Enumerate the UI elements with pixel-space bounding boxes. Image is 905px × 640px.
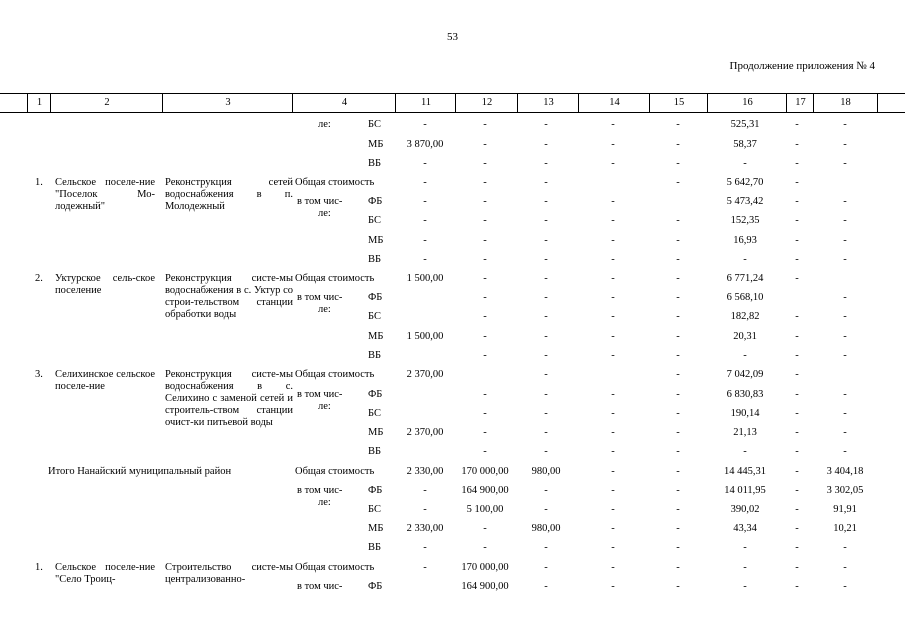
cell-14: - xyxy=(611,273,615,284)
cell-15: - xyxy=(676,542,680,553)
cell-13: - xyxy=(544,177,548,188)
cell-16: 58,37 xyxy=(733,139,757,150)
including-label: ле: xyxy=(318,401,331,412)
settlement-name: Сельское поселе-ние "Поселок Мо-лодежный" xyxy=(55,177,155,212)
cell-12: 170 000,00 xyxy=(461,562,509,573)
cell-13: - xyxy=(544,139,548,150)
cell-13: - xyxy=(544,446,548,457)
cell-17: - xyxy=(795,427,799,438)
cell-13: - xyxy=(544,350,548,361)
header-col-18: 18 xyxy=(813,94,878,112)
funding-source: ФБ xyxy=(368,196,383,207)
cell-17: - xyxy=(795,408,799,419)
cell-12: - xyxy=(483,350,487,361)
cell-11: 2 330,00 xyxy=(406,466,444,477)
cell-14: - xyxy=(611,523,615,534)
cell-15: - xyxy=(676,311,680,322)
cell-18: - xyxy=(843,562,847,573)
cell-14: - xyxy=(611,581,615,592)
cell-16: 6 568,10 xyxy=(726,292,764,303)
project-description: Реконструкция сетей водоснабжения в п. Молодежный xyxy=(165,177,293,212)
cell-14: - xyxy=(611,542,615,553)
cell-18: - xyxy=(843,446,847,457)
cost-label: Общая стоимость xyxy=(295,369,375,380)
cell-13: - xyxy=(544,389,548,400)
cell-16: - xyxy=(743,581,747,592)
cell-11: - xyxy=(423,562,427,573)
cell-12: 164 900,00 xyxy=(461,581,509,592)
including-label: в том чис- xyxy=(297,389,343,400)
cell-11: 2 370,00 xyxy=(406,427,444,438)
cell-14: - xyxy=(611,311,615,322)
cell-12: - xyxy=(483,177,487,188)
including-label: в том чис- xyxy=(297,292,343,303)
cell-18: - xyxy=(843,119,847,130)
cell-17: - xyxy=(795,485,799,496)
cell-18: - xyxy=(843,215,847,226)
project-description: Строительство систе-мы централизованно- xyxy=(165,562,293,585)
cell-11: 2 330,00 xyxy=(406,523,444,534)
header-col-4: 4 xyxy=(292,94,396,112)
cell-18: - xyxy=(843,408,847,419)
cell-12: 5 100,00 xyxy=(466,504,504,515)
cell-18: - xyxy=(843,292,847,303)
cell-17: - xyxy=(795,369,799,380)
header-col-15: 15 xyxy=(649,94,708,112)
cell-13: - xyxy=(544,119,548,130)
cost-label: Общая стоимость xyxy=(295,177,375,188)
cell-16: 16,93 xyxy=(733,235,757,246)
cell-12: - xyxy=(483,196,487,207)
settlement-name: Сельское поселе-ние "Село Троиц- xyxy=(55,562,155,585)
cell-16: 182,82 xyxy=(730,311,760,322)
cell-16: 390,02 xyxy=(730,504,760,515)
cell-17: - xyxy=(795,177,799,188)
cell-17: - xyxy=(795,158,799,169)
settlement-name: Уктурское сель-ское поселение xyxy=(55,273,155,296)
cell-11: 2 370,00 xyxy=(406,369,444,380)
cell-17: - xyxy=(795,235,799,246)
cell-13: - xyxy=(544,485,548,496)
cell-17: - xyxy=(795,311,799,322)
header-col-17: 17 xyxy=(786,94,814,112)
cell-12: - xyxy=(483,158,487,169)
cell-15: - xyxy=(676,119,680,130)
cell-14: - xyxy=(611,119,615,130)
project-description: Реконструкция систе-мы водоснабжения в с. Селихино с заменой сетей и строитель-ством станции очист-ки питьевой воды xyxy=(165,369,293,428)
cell-11: - xyxy=(423,215,427,226)
funding-source: ВБ xyxy=(368,158,382,169)
cell-15: - xyxy=(676,427,680,438)
page-number: 53 xyxy=(447,31,458,43)
funding-source: ФБ xyxy=(368,389,383,400)
cell-18: - xyxy=(843,139,847,150)
funding-source: ВБ xyxy=(368,254,382,265)
cell-13: - xyxy=(544,215,548,226)
cell-12: - xyxy=(483,523,487,534)
cell-16: - xyxy=(743,446,747,457)
cell-13: - xyxy=(544,369,548,380)
total-label: Итого Нанайский муниципальный район xyxy=(48,466,232,477)
cell-11: 3 870,00 xyxy=(406,139,444,150)
cell-15: - xyxy=(676,389,680,400)
cell-17: - xyxy=(795,562,799,573)
cell-11: 1 500,00 xyxy=(406,273,444,284)
cell-11: - xyxy=(423,254,427,265)
cell-16: - xyxy=(743,350,747,361)
funding-source: ФБ xyxy=(368,485,383,496)
including-label: в том чис- xyxy=(297,581,343,592)
cell-15: - xyxy=(676,369,680,380)
cell-14: - xyxy=(611,504,615,515)
cell-17: - xyxy=(795,581,799,592)
cell-12: - xyxy=(483,254,487,265)
cell-13: - xyxy=(544,311,548,322)
cell-13: - xyxy=(544,292,548,303)
cell-16: - xyxy=(743,158,747,169)
cell-11: - xyxy=(423,196,427,207)
cell-12: - xyxy=(483,235,487,246)
cell-13: - xyxy=(544,427,548,438)
row-number: 1. xyxy=(35,177,43,188)
cell-16: 20,31 xyxy=(733,331,757,342)
cell-11: - xyxy=(423,119,427,130)
row-number: 3. xyxy=(35,369,43,380)
cell-13: - xyxy=(544,408,548,419)
cell-12: - xyxy=(483,311,487,322)
cell-18: - xyxy=(843,331,847,342)
cell-16: 7 042,09 xyxy=(726,369,764,380)
cell-16: 525,31 xyxy=(730,119,760,130)
cost-label: Общая стоимость xyxy=(295,562,375,573)
cell-14: - xyxy=(611,331,615,342)
cell-18: - xyxy=(843,581,847,592)
cell-13: - xyxy=(544,504,548,515)
cell-14: - xyxy=(611,158,615,169)
cell-15: - xyxy=(676,466,680,477)
table-header xyxy=(0,93,905,113)
cell-15: - xyxy=(676,408,680,419)
funding-source: МБ xyxy=(368,235,384,246)
cell-17: - xyxy=(795,350,799,361)
funding-source: МБ xyxy=(368,427,384,438)
cell-12: - xyxy=(483,542,487,553)
cell-11: - xyxy=(423,158,427,169)
funding-source: МБ xyxy=(368,523,384,534)
cell-16: 152,35 xyxy=(730,215,760,226)
header-col-16: 16 xyxy=(707,94,787,112)
including-label: ле: xyxy=(318,208,331,219)
funding-source: ФБ xyxy=(368,292,383,303)
cell-18: - xyxy=(843,196,847,207)
project-description: Реконструкция систе-мы водоснабжения в с. Уктур со строи-тельством станции обработки воды xyxy=(165,273,293,320)
cell-14: - xyxy=(611,466,615,477)
cell-13: - xyxy=(544,581,548,592)
cell-17: - xyxy=(795,215,799,226)
cell-17: - xyxy=(795,139,799,150)
cell-13: - xyxy=(544,235,548,246)
cell-16: 5 642,70 xyxy=(726,177,764,188)
header-col-11: 11 xyxy=(395,94,456,112)
cell-18: - xyxy=(843,350,847,361)
cell-17: - xyxy=(795,389,799,400)
cell-15: - xyxy=(676,350,680,361)
including-label: в том чис- xyxy=(297,196,343,207)
cell-15: - xyxy=(676,562,680,573)
cell-16: - xyxy=(743,542,747,553)
cost-label: Общая стоимость xyxy=(295,273,375,284)
cell-12: - xyxy=(483,446,487,457)
funding-source: ВБ xyxy=(368,446,382,457)
including-label: ле: xyxy=(318,497,331,508)
cell-16: 190,14 xyxy=(730,408,760,419)
cell-17: - xyxy=(795,523,799,534)
cell-12: - xyxy=(483,139,487,150)
header-col-3: 3 xyxy=(162,94,293,112)
cell-12: 170 000,00 xyxy=(461,466,509,477)
cell-15: - xyxy=(676,177,680,188)
header-col-1: 1 xyxy=(27,94,51,112)
cell-14: - xyxy=(611,235,615,246)
cell-16: 6 830,83 xyxy=(726,389,764,400)
cell-17: - xyxy=(795,254,799,265)
including-label: ле: xyxy=(318,119,331,130)
cell-12: - xyxy=(483,427,487,438)
funding-source: МБ xyxy=(368,331,384,342)
cell-11: 1 500,00 xyxy=(406,331,444,342)
cell-14: - xyxy=(611,196,615,207)
cell-18: - xyxy=(843,235,847,246)
cell-15: - xyxy=(676,215,680,226)
cell-14: - xyxy=(611,292,615,303)
cell-14: - xyxy=(611,389,615,400)
cell-18: - xyxy=(843,427,847,438)
cell-17: - xyxy=(795,273,799,284)
cell-16: 5 473,42 xyxy=(726,196,764,207)
cell-17: - xyxy=(795,446,799,457)
settlement-name: Селихинское сельское поселе-ние xyxy=(55,369,155,392)
cell-13: - xyxy=(544,254,548,265)
cell-12: - xyxy=(483,408,487,419)
cell-11: - xyxy=(423,542,427,553)
cell-12: - xyxy=(483,389,487,400)
cell-15: - xyxy=(676,139,680,150)
cell-12: - xyxy=(483,215,487,226)
cell-15: - xyxy=(676,581,680,592)
cell-17: - xyxy=(795,504,799,515)
cell-15: - xyxy=(676,485,680,496)
row-number: 2. xyxy=(35,273,43,284)
funding-source: МБ xyxy=(368,139,384,150)
cell-18: 10,21 xyxy=(833,523,857,534)
header-col-12: 12 xyxy=(455,94,518,112)
cell-15: - xyxy=(676,254,680,265)
cell-11: - xyxy=(423,177,427,188)
cell-16: 21,13 xyxy=(733,427,757,438)
funding-source: БС xyxy=(368,408,381,419)
cell-16: - xyxy=(743,254,747,265)
cell-18: - xyxy=(843,158,847,169)
cell-14: - xyxy=(611,408,615,419)
cell-12: - xyxy=(483,273,487,284)
cell-14: - xyxy=(611,139,615,150)
cell-14: - xyxy=(611,254,615,265)
cell-17: - xyxy=(795,542,799,553)
cell-14: - xyxy=(611,215,615,226)
cell-11: - xyxy=(423,235,427,246)
header-col-14: 14 xyxy=(578,94,650,112)
cell-15: - xyxy=(676,273,680,284)
cell-16: 14 011,95 xyxy=(724,485,766,496)
cell-16: 43,34 xyxy=(733,523,757,534)
cell-16: - xyxy=(743,562,747,573)
cell-18: - xyxy=(843,542,847,553)
cell-13: - xyxy=(544,196,548,207)
cell-15: - xyxy=(676,446,680,457)
row-number: 1. xyxy=(35,562,43,573)
cell-15: - xyxy=(676,331,680,342)
header-col-2: 2 xyxy=(50,94,163,112)
cell-12: 164 900,00 xyxy=(461,485,509,496)
cell-18: - xyxy=(843,254,847,265)
cell-13: - xyxy=(544,331,548,342)
cell-18: 3 404,18 xyxy=(826,466,864,477)
funding-source: БС xyxy=(368,215,381,226)
cell-15: - xyxy=(676,292,680,303)
funding-source: ВБ xyxy=(368,350,382,361)
cell-11: - xyxy=(423,485,427,496)
cell-16: 14 445,31 xyxy=(724,466,766,477)
cell-13: - xyxy=(544,158,548,169)
cell-13: - xyxy=(544,542,548,553)
cell-13: - xyxy=(544,562,548,573)
cell-14: - xyxy=(611,446,615,457)
cell-11: - xyxy=(423,504,427,515)
cell-18: - xyxy=(843,311,847,322)
including-label: ле: xyxy=(318,304,331,315)
cell-17: - xyxy=(795,466,799,477)
cell-13: 980,00 xyxy=(531,523,561,534)
cell-13: 980,00 xyxy=(531,466,561,477)
funding-source: ВБ xyxy=(368,542,382,553)
cell-17: - xyxy=(795,331,799,342)
header-col-13: 13 xyxy=(517,94,579,112)
cell-18: 91,91 xyxy=(833,504,857,515)
cell-15: - xyxy=(676,504,680,515)
cost-label: Общая стоимость xyxy=(295,466,375,477)
cell-15: - xyxy=(676,235,680,246)
cell-17: - xyxy=(795,196,799,207)
including-label: в том чис- xyxy=(297,485,343,496)
cell-16: 6 771,24 xyxy=(726,273,764,284)
cell-12: - xyxy=(483,331,487,342)
cell-13: - xyxy=(544,273,548,284)
cell-14: - xyxy=(611,485,615,496)
continuation-note: Продолжение приложения № 4 xyxy=(729,60,875,72)
cell-17: - xyxy=(795,119,799,130)
cell-18: 3 302,05 xyxy=(826,485,864,496)
funding-source: ФБ xyxy=(368,581,383,592)
cell-12: - xyxy=(483,119,487,130)
cell-14: - xyxy=(611,562,615,573)
cell-18: - xyxy=(843,389,847,400)
funding-source: БС xyxy=(368,119,381,130)
cell-12: - xyxy=(483,292,487,303)
cell-15: - xyxy=(676,523,680,534)
cell-15: - xyxy=(676,158,680,169)
funding-source: БС xyxy=(368,311,381,322)
cell-14: - xyxy=(611,427,615,438)
funding-source: БС xyxy=(368,504,381,515)
cell-14: - xyxy=(611,350,615,361)
